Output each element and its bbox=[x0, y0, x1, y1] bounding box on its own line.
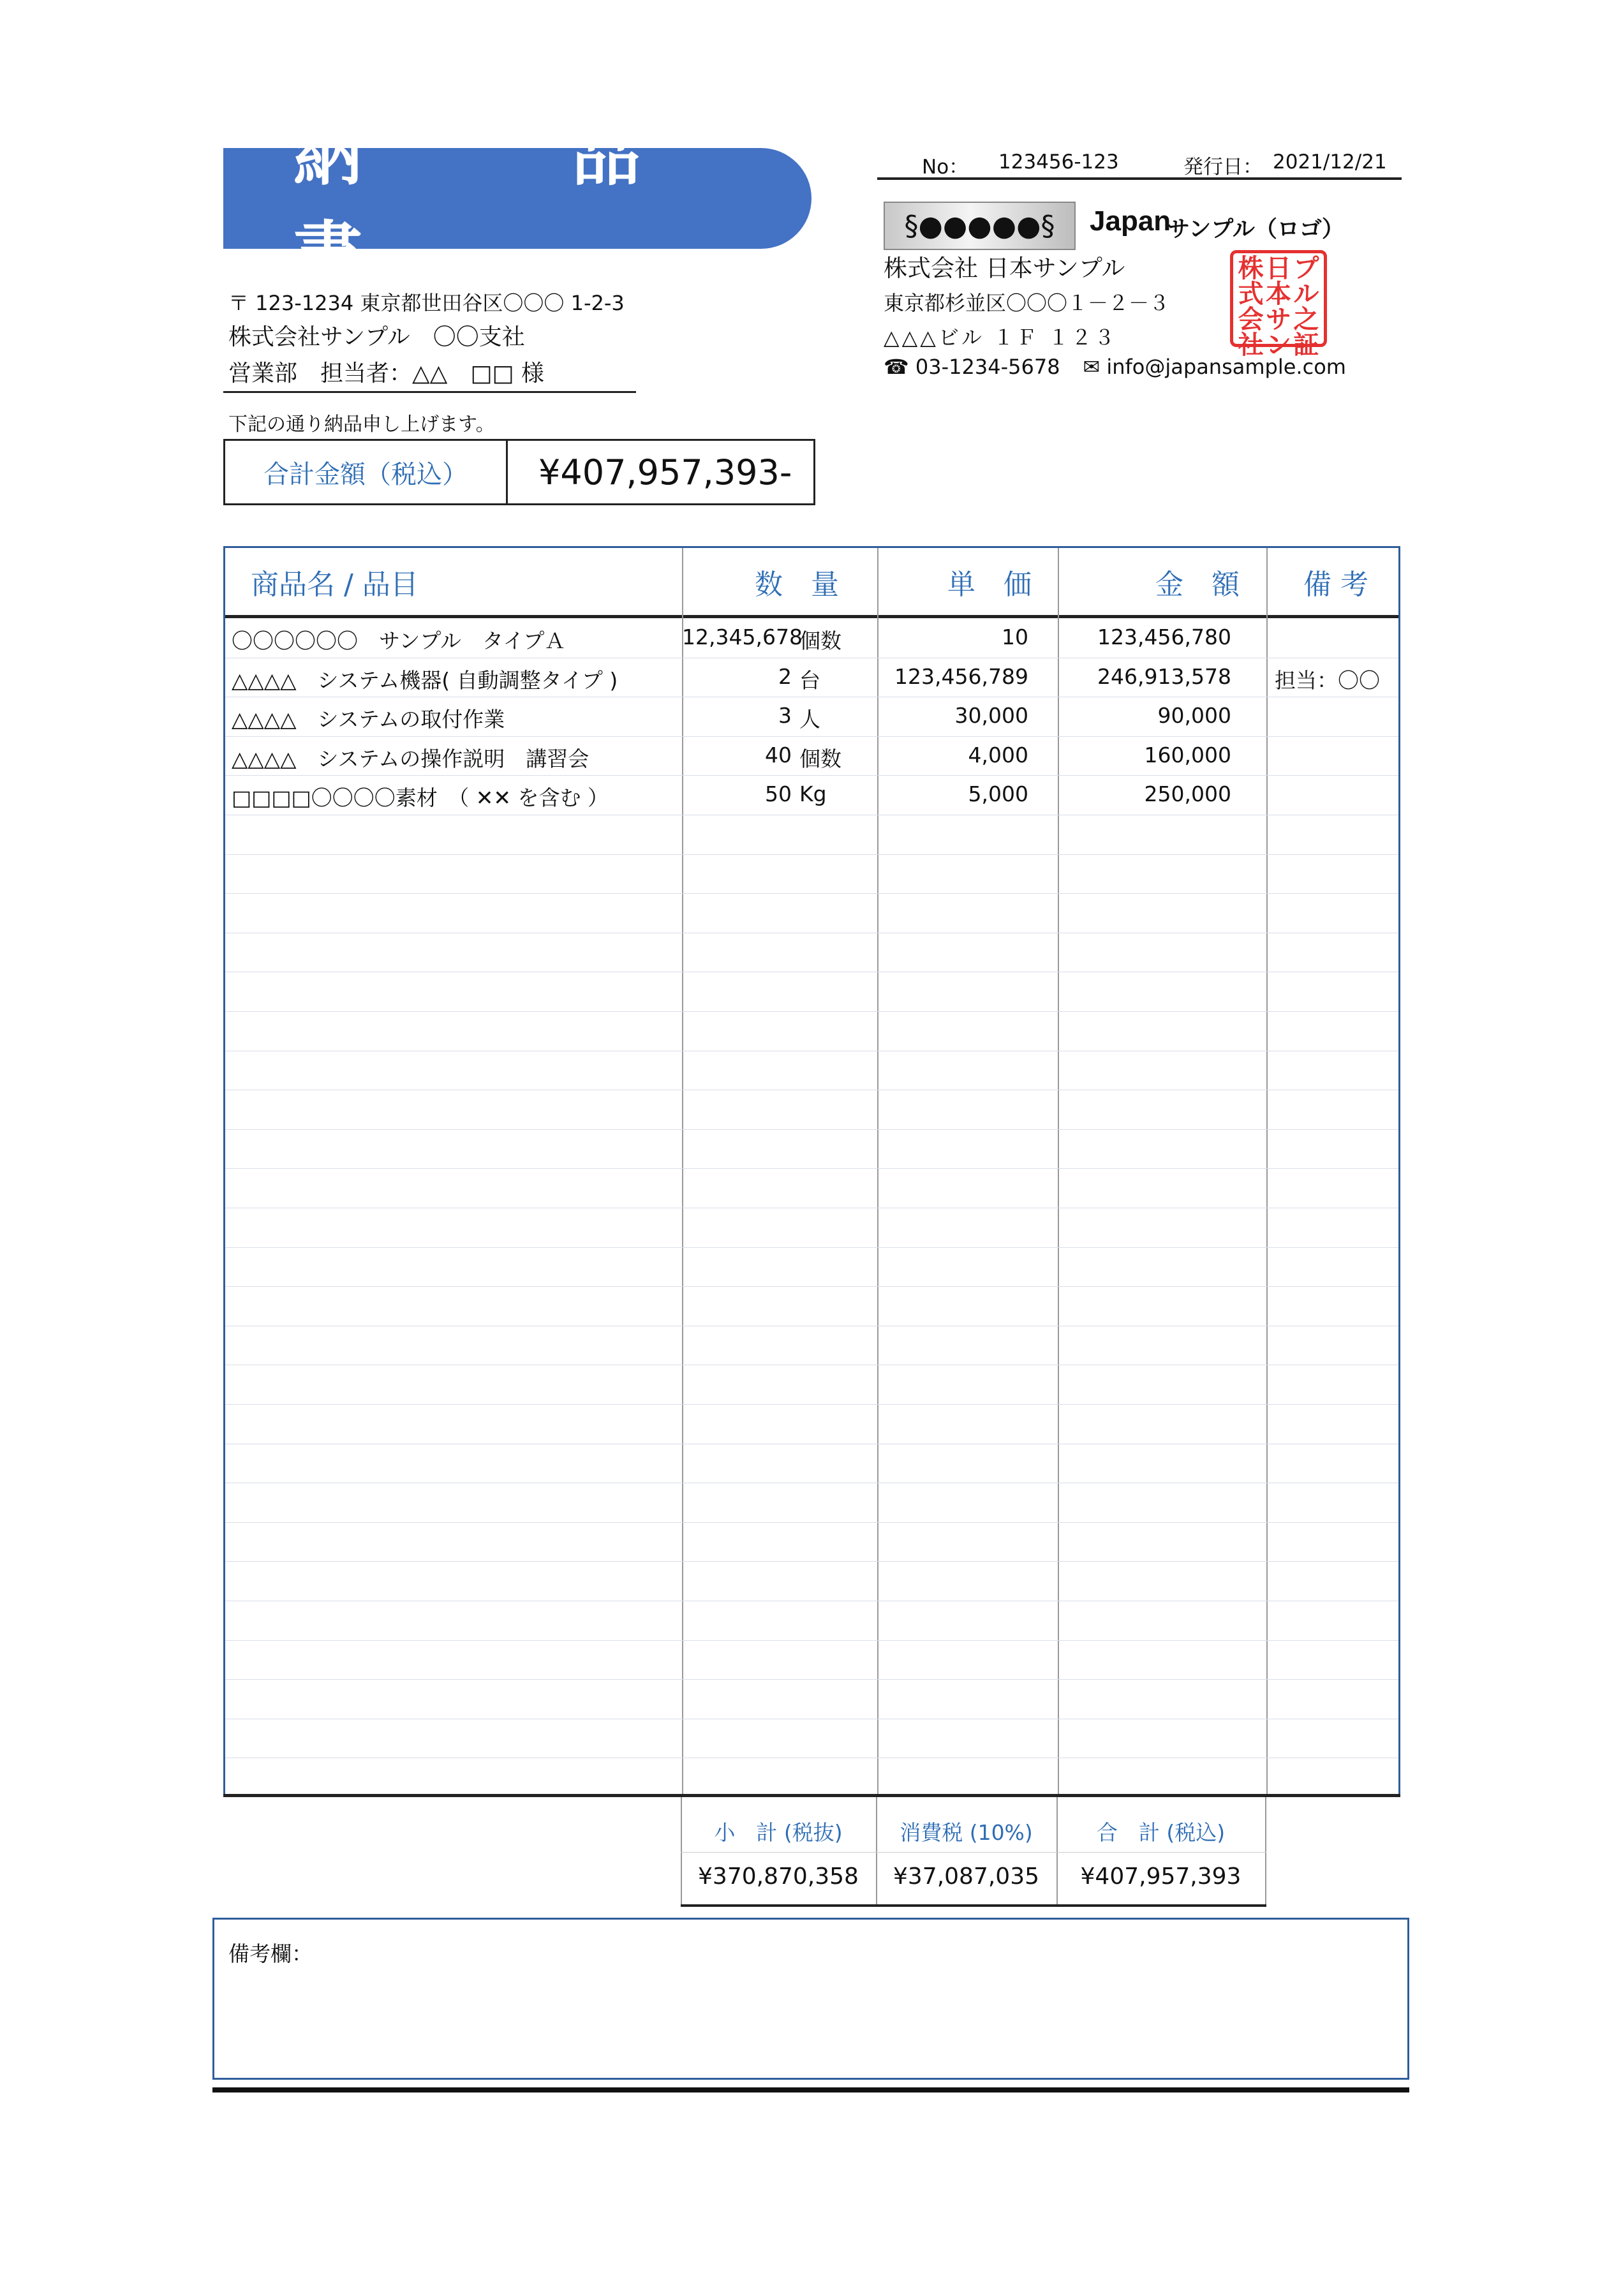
row-quantity: 40 bbox=[765, 742, 792, 767]
total-value: ¥407,957,393 bbox=[1080, 1863, 1241, 1890]
mail-icon: ✉ bbox=[1083, 355, 1101, 379]
row-unit-price: 4,000 bbox=[968, 742, 1028, 767]
header-amount: 金 額 bbox=[1155, 568, 1240, 601]
document-info bbox=[877, 149, 1402, 180]
totals-summary bbox=[681, 1797, 1266, 1907]
phone-icon: ☎ bbox=[884, 355, 909, 379]
subtotal-value: ¥370,870,358 bbox=[698, 1863, 859, 1890]
recipient-divider bbox=[223, 391, 636, 393]
seal-character: 日 bbox=[1265, 253, 1291, 283]
row-divider bbox=[225, 1129, 1398, 1130]
logo-sample-text: サンプル（ロゴ） bbox=[1167, 217, 1344, 242]
row-item-name: △△△△ システムの操作説明 講習会 bbox=[232, 746, 589, 771]
row-amount: 160,000 bbox=[1144, 742, 1231, 767]
seal-column-2 bbox=[1264, 253, 1292, 360]
seal-column-3 bbox=[1293, 253, 1320, 360]
header-unit-price: 単 価 bbox=[947, 568, 1032, 601]
items-table-header bbox=[225, 548, 1398, 618]
recipient-address: 〒 123-1234 東京都世田谷区〇〇〇 1-2-3 bbox=[228, 291, 625, 315]
tax-label: 消費税 (10%) bbox=[900, 1820, 1033, 1845]
row-divider bbox=[225, 1561, 1398, 1562]
row-unit: Kg bbox=[799, 781, 827, 807]
column-divider bbox=[682, 548, 683, 1796]
row-quantity: 3 bbox=[778, 703, 792, 729]
row-divider bbox=[225, 1011, 1398, 1012]
row-amount: 123,456,780 bbox=[1097, 625, 1231, 649]
row-item-name: 〇〇〇〇〇〇 サンプル タイプＡ bbox=[232, 628, 566, 653]
column-divider bbox=[1266, 548, 1268, 1796]
row-item-name: △△△△ システムの取付作業 bbox=[232, 707, 505, 732]
logo-japan-text: Japan bbox=[1090, 205, 1171, 237]
grand-total-box bbox=[223, 439, 815, 505]
column-divider bbox=[877, 548, 878, 1796]
subtotal-label: 小 計 (税抜) bbox=[714, 1820, 843, 1845]
recipient-person: 営業部 担当者：△△ □□ 様 bbox=[228, 360, 544, 387]
tax-value: ¥37,087,035 bbox=[893, 1863, 1040, 1890]
seal-character: 之 bbox=[1293, 304, 1319, 334]
row-unit-price: 10 bbox=[1002, 625, 1028, 649]
row-item-name: □□□□〇〇〇〇素材 （ ✕✕ を含む ） bbox=[232, 785, 609, 811]
row-unit: 個数 bbox=[799, 746, 841, 771]
seal-character: ル bbox=[1293, 279, 1319, 309]
row-amount: 250,000 bbox=[1144, 781, 1231, 807]
seal-character: 証 bbox=[1293, 330, 1319, 360]
items-table bbox=[223, 546, 1400, 1796]
seal-character: 式 bbox=[1238, 279, 1264, 309]
row-divider bbox=[225, 736, 1398, 737]
row-divider bbox=[225, 775, 1398, 776]
row-divider bbox=[225, 893, 1398, 894]
header-note: 備 考 bbox=[1303, 568, 1368, 601]
row-unit: 人 bbox=[799, 707, 820, 732]
seal-character: 株 bbox=[1238, 253, 1264, 283]
row-unit-price: 123,456,789 bbox=[894, 663, 1028, 689]
seal-column-1 bbox=[1237, 253, 1264, 360]
seal-character: サ bbox=[1265, 304, 1291, 334]
seal-character: 本 bbox=[1265, 279, 1291, 309]
grand-total-value: ¥407,957,393- bbox=[538, 452, 792, 493]
document-title: 納 品 書 bbox=[293, 115, 850, 294]
row-quantity: 50 bbox=[765, 781, 792, 807]
row-divider bbox=[225, 1522, 1398, 1523]
document-number-label: No： bbox=[922, 156, 969, 179]
row-divider bbox=[225, 1168, 1398, 1169]
issuer-email: info@japansample.com bbox=[1106, 355, 1346, 379]
row-amount: 246,913,578 bbox=[1097, 663, 1231, 689]
intro-text: 下記の通り納品申し上げます。 bbox=[228, 413, 495, 436]
row-unit-price: 5,000 bbox=[968, 781, 1028, 807]
issuer-address-line1: 東京都杉並区〇〇〇１－２－３ bbox=[884, 291, 1170, 315]
company-seal-stamp bbox=[1230, 250, 1327, 360]
row-quantity: 2 bbox=[778, 663, 792, 689]
row-divider bbox=[225, 1286, 1398, 1287]
seal-character: ン bbox=[1265, 330, 1291, 360]
row-divider bbox=[225, 854, 1398, 855]
document-number: 123456-123 bbox=[998, 151, 1119, 174]
row-note: 担当：〇〇 bbox=[1275, 667, 1380, 693]
row-quantity: 12,345,678 bbox=[682, 625, 803, 649]
row-amount: 90,000 bbox=[1157, 703, 1231, 729]
row-divider bbox=[225, 1247, 1398, 1248]
issuer-address-line2: △△△ビル １Ｆ １２３ bbox=[884, 325, 1118, 350]
column-divider bbox=[1058, 548, 1059, 1796]
row-unit: 台 bbox=[799, 667, 820, 693]
row-unit-price: 30,000 bbox=[954, 703, 1028, 729]
row-item-name: △△△△ システム機器( 自動調整タイプ ) bbox=[232, 667, 618, 693]
remarks-label: 備考欄： bbox=[228, 1941, 313, 1966]
header-quantity: 数 量 bbox=[755, 568, 839, 601]
document-title-banner bbox=[223, 115, 850, 294]
seal-character: プ bbox=[1293, 253, 1319, 283]
remarks-box[interactable] bbox=[212, 1918, 1409, 2080]
bottom-rule bbox=[212, 2087, 1409, 2092]
issue-date: 2021/12/21 bbox=[1273, 151, 1387, 174]
recipient-company: 株式会社サンプル 〇〇支社 bbox=[228, 324, 525, 350]
row-divider bbox=[225, 1404, 1398, 1405]
header-item: 商品名 / 品目 bbox=[251, 568, 419, 601]
row-divider bbox=[225, 1640, 1398, 1641]
logo-mark: §●●●●●§ bbox=[904, 209, 1055, 242]
issuer-name: 株式会社 日本サンプル bbox=[884, 255, 1125, 282]
seal-character: 社 bbox=[1238, 330, 1264, 360]
totals-separator bbox=[681, 1852, 1266, 1853]
issue-date-label: 発行日： bbox=[1183, 156, 1263, 179]
issuer-phone: 03-1234-5678 bbox=[915, 355, 1060, 379]
total-label: 合 計 (税込) bbox=[1096, 1820, 1226, 1845]
seal-character: 会 bbox=[1238, 304, 1264, 334]
row-unit: 個数 bbox=[799, 628, 841, 653]
grand-total-label: 合計金額（税込） bbox=[225, 441, 508, 503]
company-logo bbox=[884, 202, 1076, 250]
row-divider bbox=[225, 1679, 1398, 1680]
totals-divider bbox=[1265, 1797, 1266, 1904]
